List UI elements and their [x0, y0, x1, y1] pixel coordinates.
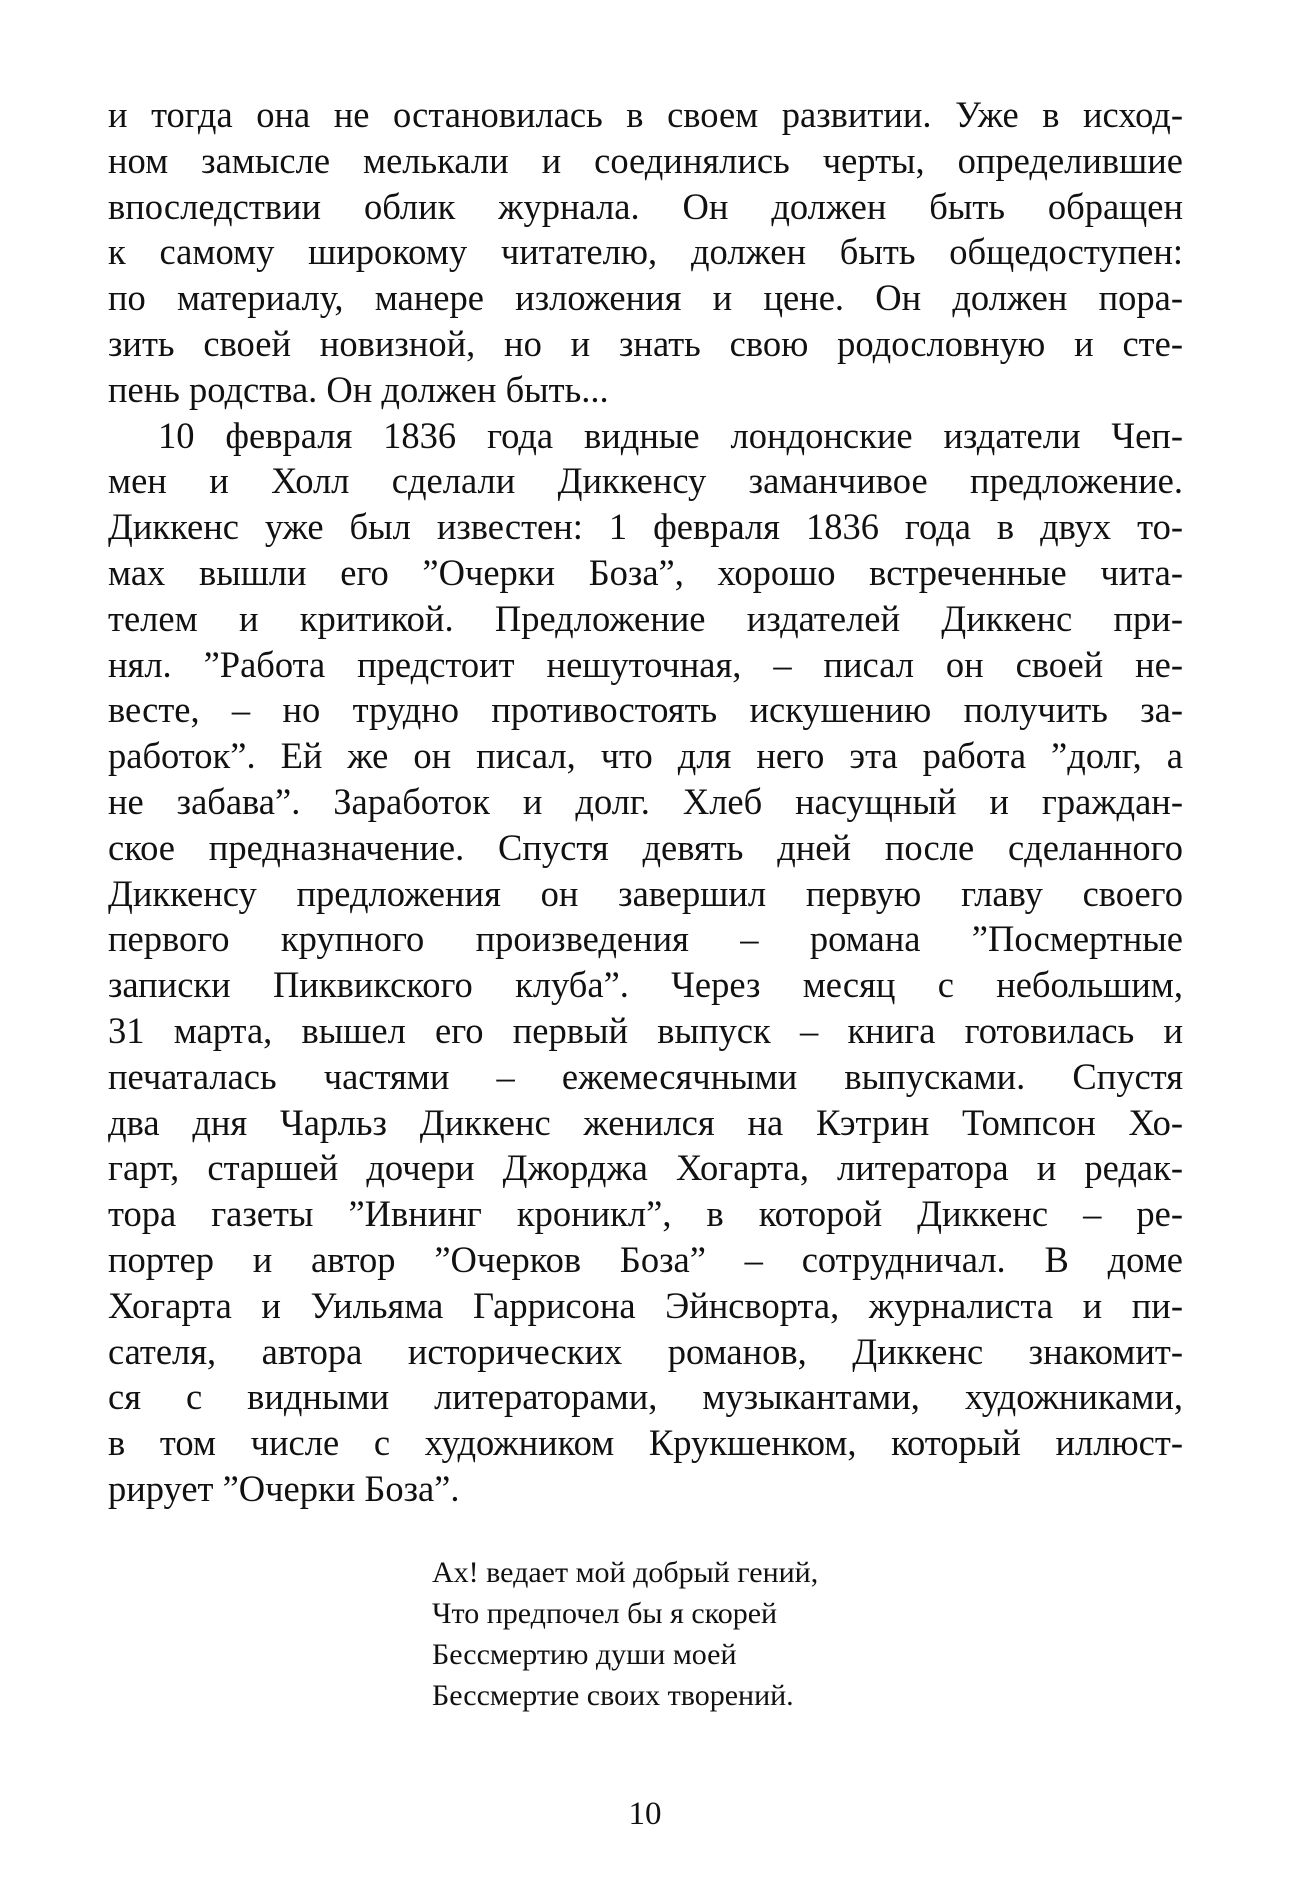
- text-line: ся с видными литераторами, музыкантами, художниками,: [108, 1376, 1183, 1418]
- text-line: Диккенсу предложения он завершил первую главу своего: [108, 872, 1183, 914]
- text-line: первого крупного произведения – романа ”Посмертные: [108, 918, 1183, 960]
- text-line: 31 марта, вышел его первый выпуск – книга готовилась и: [108, 1009, 1183, 1051]
- text-line: нял. ”Работа предстоит нешуточная, – писал он своей не-: [108, 643, 1183, 685]
- verse-epigraph: [432, 1552, 952, 1716]
- text-line: сателя, автора исторических романов, Диккенс знакомит-: [108, 1330, 1183, 1372]
- text-line: гарт, старшей дочери Джорджа Хогарта, литератора и редак-: [108, 1147, 1183, 1189]
- text-line: не забава”. Заработок и долг. Хлеб насущный и граждан-: [108, 780, 1183, 822]
- text-line: Диккенс уже был известен: 1 февраля 1836 года в двух то-: [108, 506, 1183, 548]
- text-line: к самому широкому читателю, должен быть общедоступен:: [108, 231, 1183, 273]
- text-line: пень родства. Он должен быть...: [108, 368, 609, 410]
- verse-line: Бессмертие своих творений.: [432, 1679, 794, 1712]
- text-line: телем и критикой. Предложение издателей Диккенс при-: [108, 597, 1183, 639]
- text-line: тора газеты ”Ивнинг кроникл”, в которой Диккенс – ре-: [108, 1193, 1183, 1235]
- text-line: рирует ”Очерки Боза”.: [108, 1467, 460, 1509]
- text-line: зить своей новизной, но и знать свою родословную и сте-: [108, 322, 1183, 364]
- text-line: портер и автор ”Очерков Боза” – сотрудничал. В доме: [108, 1238, 1183, 1280]
- text-line: весте, – но трудно противостоять искушению получить за-: [108, 689, 1183, 731]
- text-line: записки Пиквикского клуба”. Через месяц с небольшим,: [108, 964, 1183, 1006]
- text-line: Хогарта и Уильяма Гаррисона Эйнсворта, журналиста и пи-: [108, 1284, 1183, 1326]
- text-line: два дня Чарльз Диккенс женился на Кэтрин Томпсон Хо-: [108, 1101, 1183, 1143]
- text-line: 10 февраля 1836 года видные лондонские издатели Чеп-: [158, 414, 1183, 456]
- text-line: мах вышли его ”Очерки Боза”, хорошо встреченные чита-: [108, 551, 1183, 593]
- verse-line: Бессмертию души моей: [432, 1638, 737, 1671]
- text-line: работок”. Ей же он писал, что для него эта работа ”долг, а: [108, 735, 1183, 777]
- verse-line: Ах! ведает мой добрый гений,: [432, 1556, 819, 1589]
- text-line: ном замысле мелькали и соединялись черты, определившие: [108, 139, 1183, 181]
- text-line: и тогда она не остановилась в своем развитии. Уже в исход-: [108, 94, 1183, 135]
- verse-line: Что предпочел бы я скорей: [432, 1597, 778, 1630]
- text-line: впоследствии облик журнала. Он должен быть обращен: [108, 185, 1183, 227]
- text-line: мен и Холл сделали Диккенсу заманчивое предложение.: [108, 460, 1183, 502]
- text-line: печаталась частями – ежемесячными выпусками. Спустя: [108, 1055, 1183, 1097]
- page-number: 10: [628, 1796, 662, 1832]
- text-line: в том числе с художником Крукшенком, который иллюст-: [108, 1422, 1183, 1464]
- text-line: ское предназначение. Спустя девять дней после сделанного: [108, 826, 1183, 868]
- text-line: по материалу, манере изложения и цене. Он должен пора-: [108, 277, 1183, 319]
- body-text: [108, 92, 1183, 1512]
